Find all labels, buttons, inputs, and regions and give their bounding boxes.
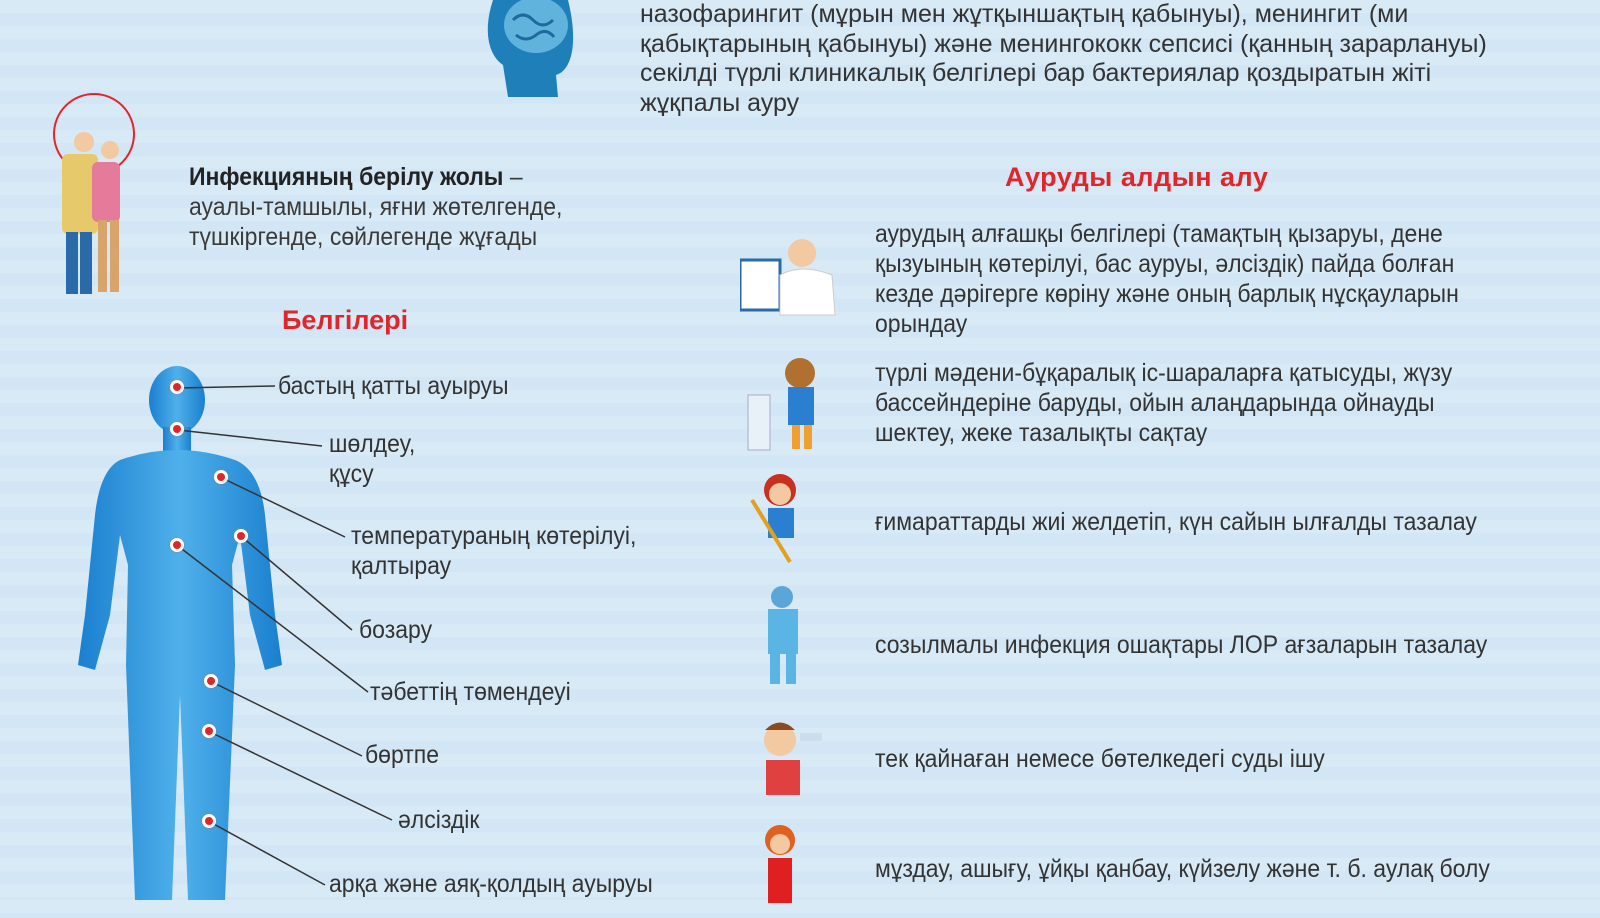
intro-line: секілді түрлі клиникалық белгілері бар бактериялар қоздыратын жіті bbox=[640, 59, 1432, 87]
ent-doctor-icon bbox=[740, 585, 840, 685]
prevention-item bbox=[875, 219, 1574, 339]
symptom-dot bbox=[234, 529, 248, 543]
symptom-label: бастың қатты ауыруы bbox=[278, 372, 509, 400]
prevention-line: мұздау, ашығу, ұйқы қанбау, күйзелу және т. б. аулақ болу bbox=[875, 855, 1490, 883]
prevention-line: шектеу, жеке тазалықты сақтау bbox=[875, 419, 1208, 447]
prevention-line: кезде дәрігерге көріну және оның барлық нұсқауларын bbox=[875, 280, 1459, 308]
symptom-dot bbox=[170, 538, 184, 552]
drinking-child-icon bbox=[740, 715, 840, 815]
prevention-line: созылмалы инфекция ошақтары ЛОР ағзаларын тазалау bbox=[875, 631, 1488, 659]
symptom-label: тәбеттің төмендеуі bbox=[370, 678, 571, 706]
symptom-dot bbox=[214, 470, 228, 484]
symptom-label: арқа және аяқ-қолдың ауыруы bbox=[329, 870, 653, 898]
prevention-line: түрлі мәдени-бұқаралық іс-шараларға қатысуды, жүзу bbox=[875, 359, 1453, 387]
prevention-item bbox=[875, 854, 1574, 884]
symptom-dot bbox=[170, 422, 184, 436]
intro-line: жұқпалы ауру bbox=[640, 88, 800, 117]
intro-line: қабықтарының қабынуы) және менингококк сепсисі (қанның зарарлануы) bbox=[640, 29, 1487, 58]
intro-text bbox=[640, 0, 1500, 118]
prevention-item bbox=[875, 744, 1574, 774]
symptom-label: қалтырау bbox=[351, 552, 452, 580]
prevention-line: қызуының көтерілуі, бас ауруы, әлсіздік) пайда болған bbox=[875, 250, 1455, 278]
cleaning-child-icon bbox=[740, 470, 840, 570]
symptom-dot bbox=[202, 724, 216, 738]
intro-line: назофарингит (мұрын мен жұтқыншақтың қабынуы), менингит (ми bbox=[640, 0, 1409, 28]
symptom-dot bbox=[170, 380, 184, 394]
prevention-line: орындау bbox=[875, 310, 968, 338]
symptom-label: температураның көтерілуі, bbox=[351, 522, 637, 550]
dash: – bbox=[503, 163, 523, 191]
prevention-line: аурудың алғашқы белгілері (тамақтың қызаруы, дене bbox=[875, 220, 1443, 248]
symptom-dot bbox=[202, 814, 216, 828]
prevention-item bbox=[875, 630, 1574, 660]
symptom-label: бөртпе bbox=[365, 741, 440, 769]
transmission-line: ауалы-тамшылы, яғни жөтелгенде, bbox=[189, 193, 563, 221]
prevention-title: Ауруды алдын алу bbox=[1005, 162, 1269, 192]
symptom-label: шөлдеу, bbox=[329, 430, 416, 458]
sick-child-icon bbox=[740, 818, 840, 918]
symptom-label: құсу bbox=[329, 460, 374, 488]
prevention-line: бассейндеріне баруды, ойын алаңдарында ойнауды bbox=[875, 389, 1435, 417]
symptom-label: бозару bbox=[359, 616, 433, 644]
prevention-item bbox=[875, 507, 1574, 537]
symptom-label: әлсіздік bbox=[398, 806, 480, 834]
doctor-icon bbox=[740, 235, 840, 335]
symptoms-title: Белгілері bbox=[282, 305, 409, 335]
prevention-line: ғимараттарды жиі желдетіп, күн сайын ылғалды тазалау bbox=[875, 508, 1477, 536]
transmission-line: түшкіргенде, сөйлегенде жұғады bbox=[189, 223, 538, 251]
prevention-line: тек қайнаған немесе бөтелкедегі суды ішу bbox=[875, 745, 1325, 773]
symptom-dot bbox=[204, 674, 218, 688]
handwashing-child-icon bbox=[740, 355, 840, 455]
prevention-item bbox=[875, 358, 1574, 448]
transmission-title: Инфекцияның берілу жолы bbox=[189, 163, 504, 191]
